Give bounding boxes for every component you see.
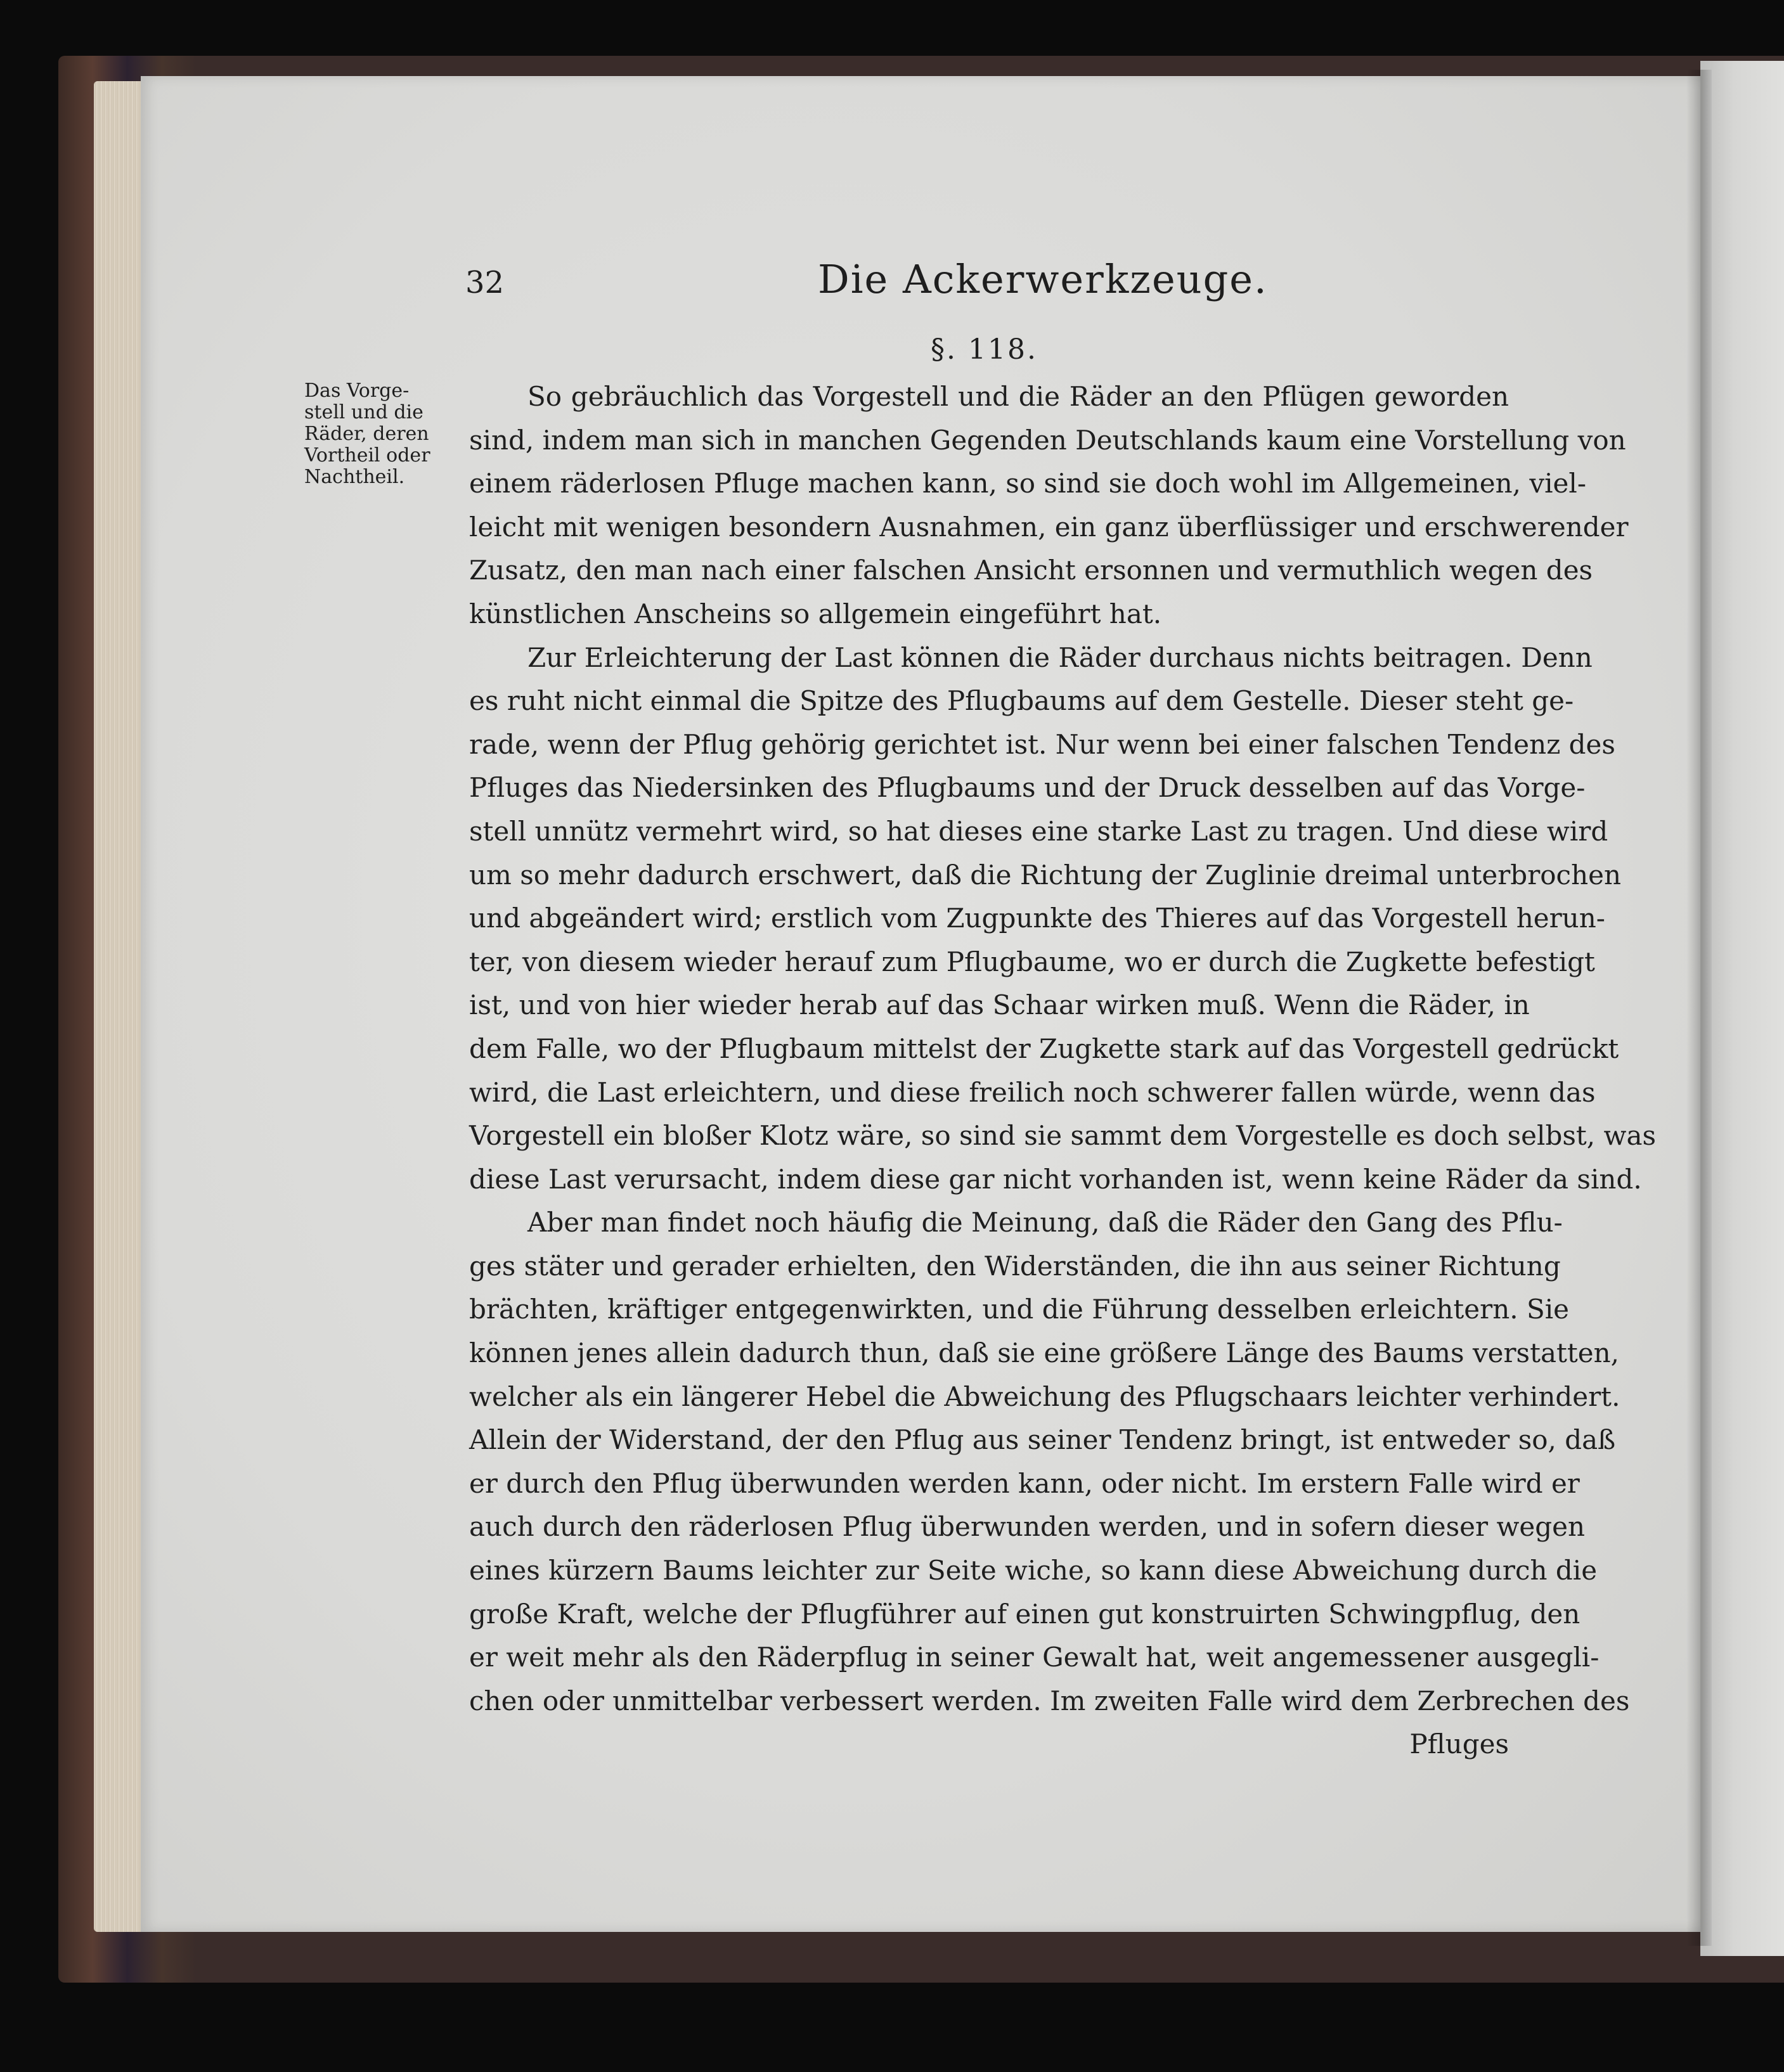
section-number: §. 118. bbox=[931, 333, 1038, 366]
body-line: können jenes allein dadurch thun, daß sie eine größere Länge des Baums verstatten, bbox=[469, 1337, 1620, 1369]
body-line: um so mehr dadurch erschwert, daß die Richtung der Zuglinie dreimal unterbrochen bbox=[469, 859, 1622, 891]
body-line: dem Falle, wo der Pflugbaum mittelst der Zugkette stark auf das Vorgestell gedrückt bbox=[469, 1033, 1619, 1064]
book-gutter bbox=[1686, 70, 1712, 1946]
body-line: Aber man findet noch häufig die Meinung, daß die Räder den Gang des Pflu- bbox=[527, 1207, 1563, 1239]
body-line: ges stäter und gerader erhielten, den Widerständen, die ihn aus seiner Richtung bbox=[469, 1250, 1561, 1282]
body-line: eines kürzern Baums leichter zur Seite wiche, so kann diese Abweichung durch die bbox=[469, 1555, 1598, 1586]
margin-note-line: Vortheil oder bbox=[304, 444, 430, 467]
body-line: brächten, kräftiger entgegenwirkten, und die Führung desselben erleichtern. Sie bbox=[469, 1294, 1570, 1325]
body-line: Zusatz, den man nach einer falschen Ansicht ersonnen und vermuthlich wegen des bbox=[469, 555, 1593, 586]
body-line: wird, die Last erleichtern, und diese freilich noch schwerer fallen würde, wenn das bbox=[469, 1076, 1596, 1108]
margin-note bbox=[304, 380, 463, 488]
margin-note-line: Nachtheil. bbox=[304, 466, 405, 488]
body-line: leicht mit wenigen besondern Ausnahmen, ein ganz überflüssiger und erschwerender bbox=[469, 511, 1629, 543]
body-line: auch durch den räderlosen Pflug überwunden werden, und in sofern dieser wegen bbox=[469, 1511, 1586, 1543]
margin-note-line: Räder, deren bbox=[304, 423, 429, 445]
body-line: ter, von diesem wieder herauf zum Pflugbaume, wo er durch die Zugkette befestigt bbox=[469, 946, 1595, 977]
page-number: 32 bbox=[465, 265, 505, 300]
facing-page bbox=[1700, 61, 1784, 1956]
body-line: Pfluges das Niedersinken des Pflugbaums und der Druck desselben auf das Vorge- bbox=[469, 772, 1586, 804]
body-line: einem räderlosen Pfluge machen kann, so sind sie doch wohl im Allgemeinen, viel- bbox=[469, 468, 1587, 499]
body-line: So gebräuchlich das Vorgestell und die Räder an den Pflügen geworden bbox=[527, 381, 1509, 412]
body-line: große Kraft, welche der Pflugführer auf einen gut konstruirten Schwingpflug, den bbox=[469, 1598, 1580, 1630]
body-line: Allein der Widerstand, der den Pflug aus seiner Tendenz bringt, ist entweder so, daß bbox=[469, 1424, 1616, 1456]
body-text bbox=[469, 375, 1657, 1766]
body-line: künstlichen Anscheins so allgemein eingeführt hat. bbox=[469, 598, 1162, 629]
body-line: stell unnütz vermehrt wird, so hat dieses eine starke Last zu tragen. Und diese wird bbox=[469, 815, 1608, 847]
catchword: Pfluges bbox=[1409, 1728, 1509, 1760]
body-line: rade, wenn der Pflug gehörig gerichtet ist. Nur wenn bei einer falschen Tendenz des bbox=[469, 728, 1615, 760]
body-line: er weit mehr als den Räderpflug in seiner Gewalt hat, weit angemessener ausgegli- bbox=[469, 1642, 1600, 1673]
body-line: ist, und von hier wieder herab auf das Schaar wirken muß. Wenn die Räder, in bbox=[469, 989, 1530, 1021]
body-line: er durch den Pflug überwunden werden kann, oder nicht. Im erstern Falle wird er bbox=[469, 1467, 1580, 1499]
margin-note-line: stell und die bbox=[304, 401, 423, 423]
page-edges bbox=[94, 81, 145, 1932]
body-line: chen oder unmittelbar verbessert werden. Im zweiten Falle wird dem Zerbrechen des bbox=[469, 1685, 1630, 1716]
body-line: es ruht nicht einmal die Spitze des Pflugbaums auf dem Gestelle. Dieser steht ge- bbox=[469, 685, 1574, 717]
body-line: Vorgestell ein bloßer Klotz wäre, so sind sie sammt dem Vorgestelle es doch selbst, was bbox=[469, 1120, 1657, 1152]
body-line: Zur Erleichterung der Last können die Räder durchaus nichts beitragen. Denn bbox=[527, 641, 1593, 673]
body-line: sind, indem man sich in manchen Gegenden Deutschlands kaum eine Vorstellung von bbox=[469, 424, 1626, 456]
margin-note-line: Das Vorge- bbox=[304, 380, 410, 402]
body-line: diese Last verursacht, indem diese gar nicht vorhanden ist, wenn keine Räder da sind. bbox=[469, 1163, 1642, 1195]
body-line: und abgeändert wird; erstlich vom Zugpunkte des Thieres auf das Vorgestell herun- bbox=[469, 903, 1605, 934]
running-title: Die Ackerwerkzeuge. bbox=[818, 256, 1268, 302]
body-line: welcher als ein längerer Hebel die Abweichung des Pflugschaars leichter verhindert. bbox=[469, 1380, 1620, 1412]
